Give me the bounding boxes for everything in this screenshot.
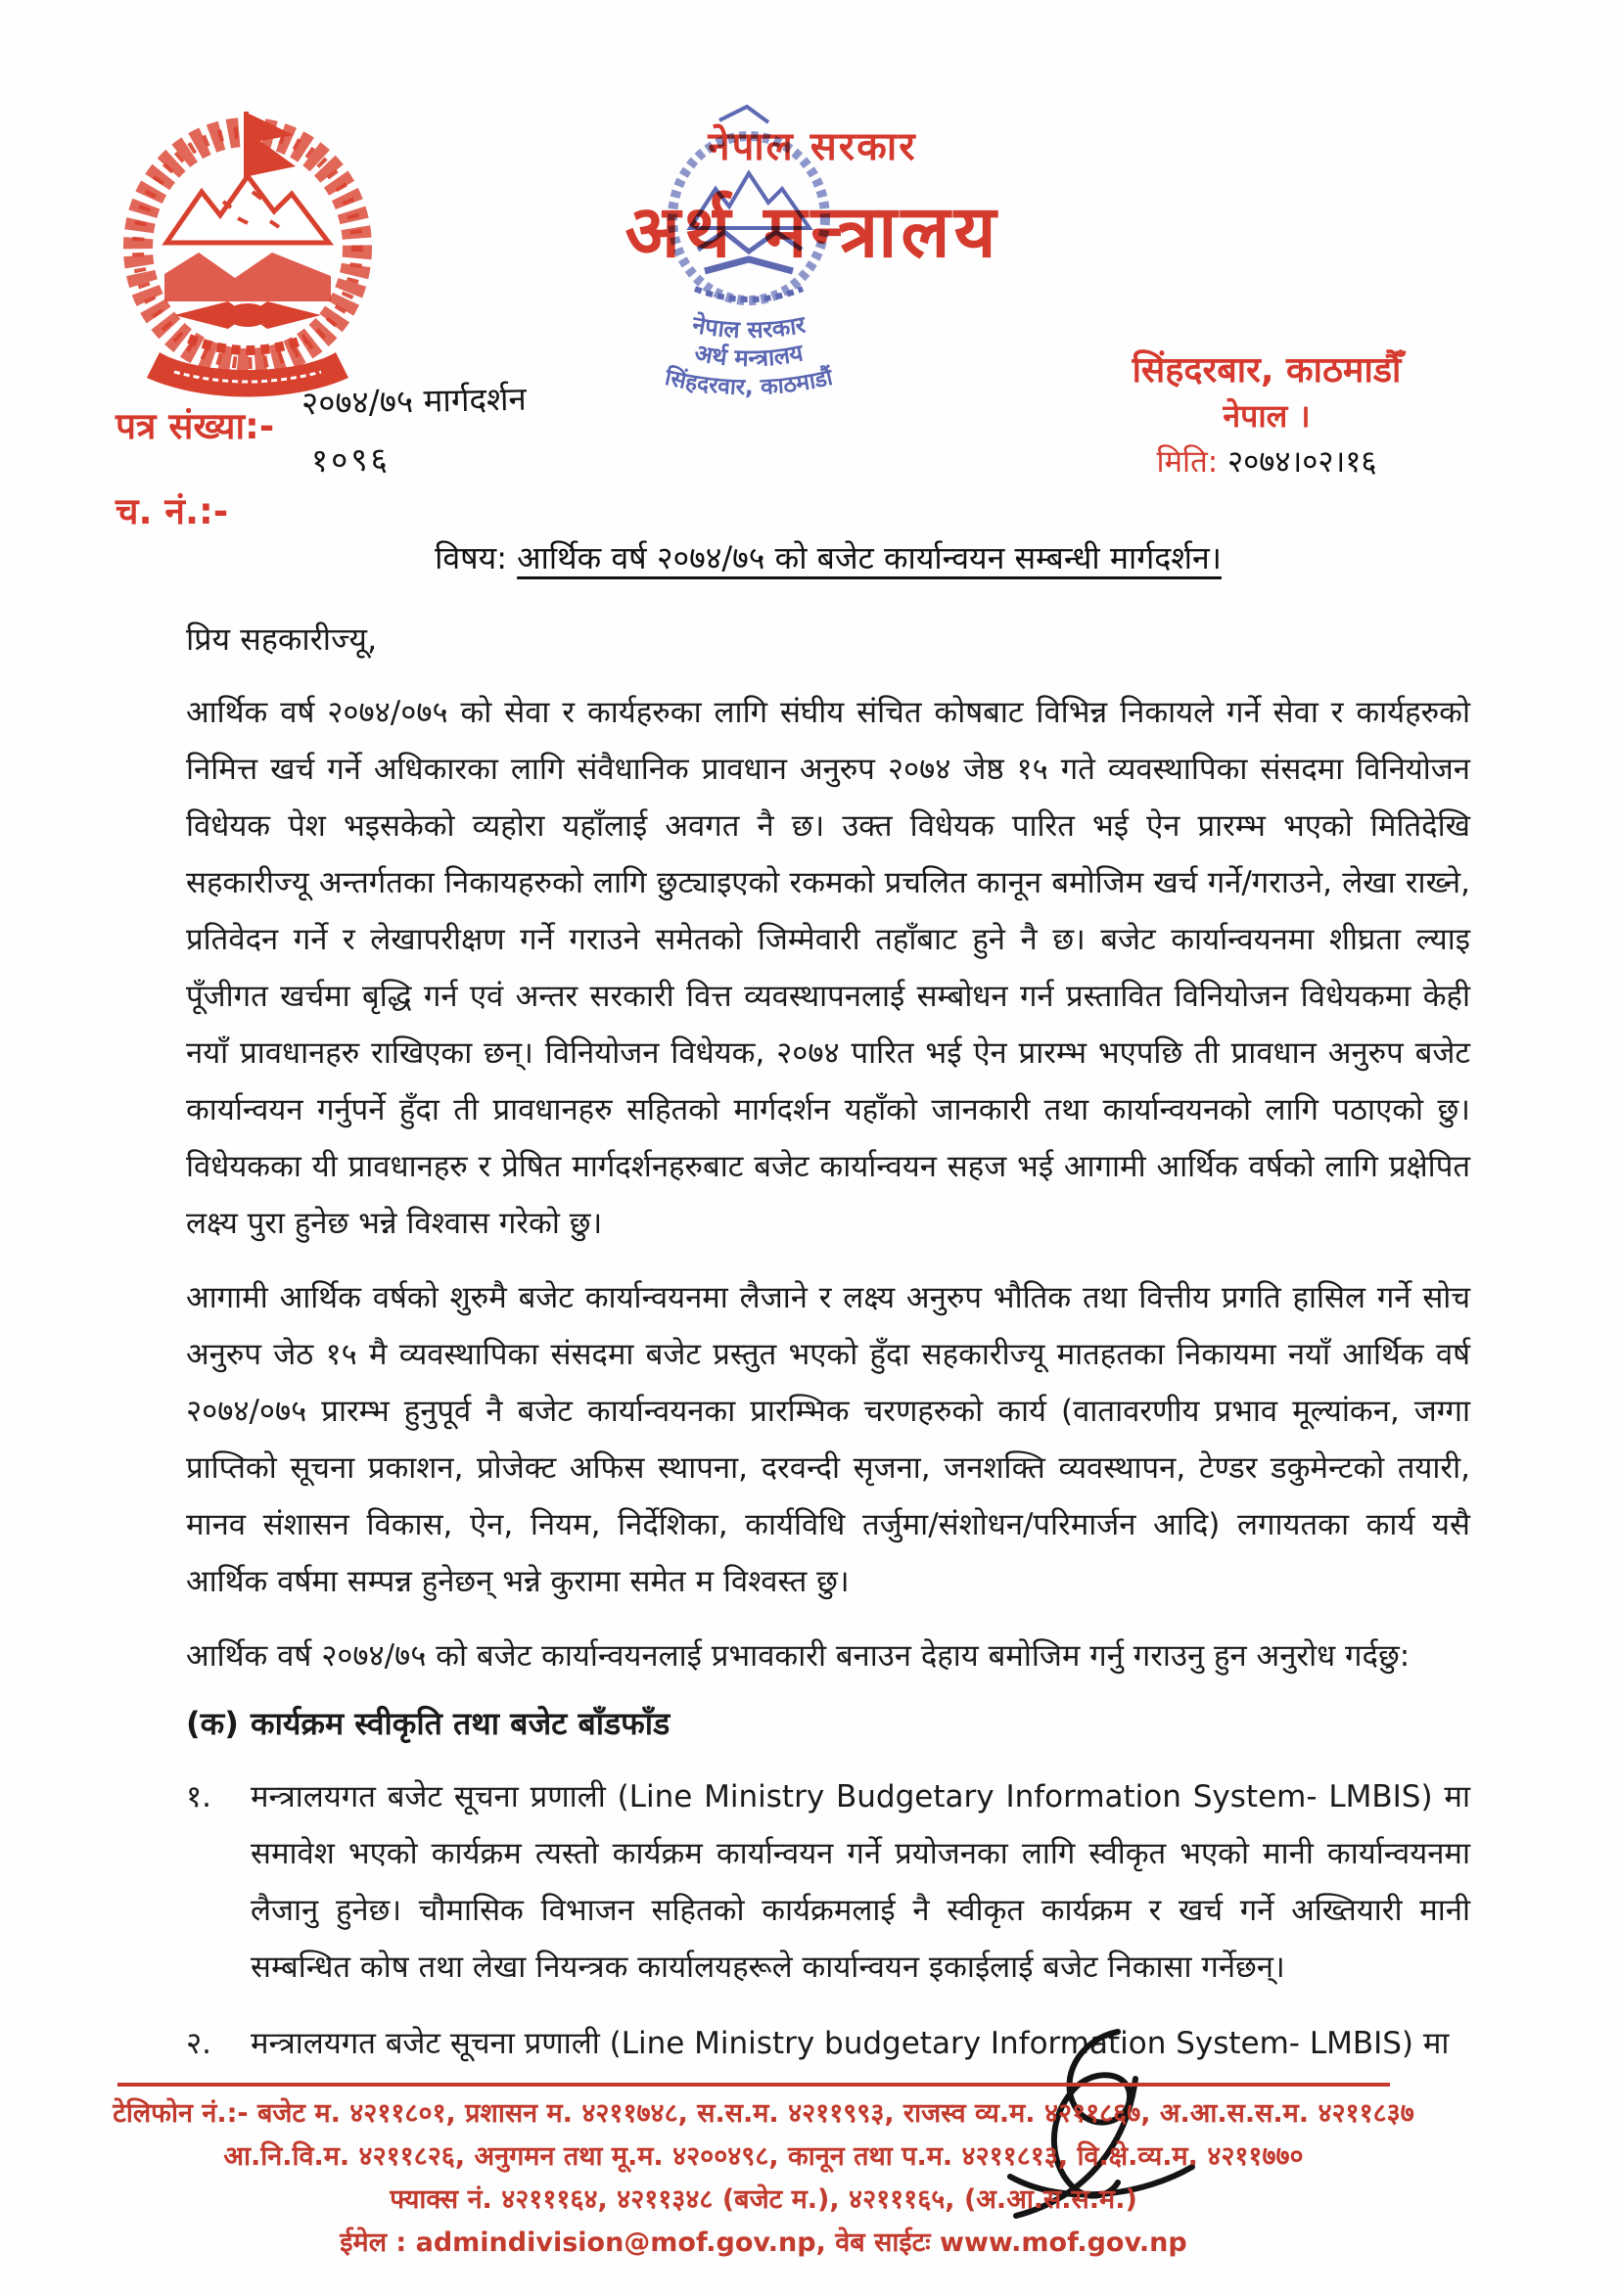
paragraph-2: आगामी आर्थिक वर्षको शुरुमै बजेट कार्यान्वयनमा लैजाने र लक्ष्य अनुरुप भौतिक तथा वित्तीय प्रगति हासिल गर्ने सोच अनुरुप जेठ १५ मै व्यवस्थापिका संसदमा बजेट प्रस्तुत भएको हुँदा सहकारीज्यू मातहतका निकायमा नयाँ आर्थिक वर्ष २०७४/०७५ प्रारम्भ हुनुपूर्व नै बजेट कार्यान्वयनका प्रारम्भिक चरणहरुको कार्य (वातावरणीय प्रभाव मूल्यांकन, जग्गा प्राप्तिको सूचना प्रकाशन, प्रोजेक्ट अफिस स्थापना, दरवन्दी सृजना, जनशक्ति व्यवस्थापन, टेण्डर डकुमेन्टको तयारी, मानव संशासन विकास, ऐन, नियम, निर्देशिका, कार्यविधि तर्जुमा/संशोधन/परिमार्जन आदि) लगायतका कार्य यसै आर्थिक वर्षमा सम्पन्न हुनेछन् भन्ने कुरामा समेत म विश्वस्त छु। [186,1279,1470,1599]
paragraph-1: आर्थिक वर्ष २०७४/०७५ को सेवा र कार्यहरुका लागि संघीय संचित कोषबाट विभिन्न निकायले गर्ने सेवा र कार्यहरुको निमित्त खर्च गर्ने अधिकारका लागि संवैधानिक प्रावधान अनुरुप २०७४ जेष्ठ १५ गते व्यवस्थापिका संसदमा विनियोजन विधेयक पेश भइसकेको व्यहोरा यहाँलाई अवगत नै छ। उक्त विधेयक पारित भई ऐन प्रारम्भ भएको मितिदेखि सहकारीज्यू अन्तर्गतका निकायहरुको लागि छुट्याइएको रकमको प्रचलित कानून बमोजिम खर्च गर्ने/गराउने, लेखा राख्ने, प्रतिवेदन गर्ने र लेखापरीक्षण गर्ने गराउने समेतको जिम्मेवारी तहाँबाट हुने नै छ। बजेट कार्यान्वयनमा शीघ्रता ल्याइ पूँजीगत खर्चमा बृद्धि गर्न एवं अन्तर सरकारी वित्त व्यवस्थापनलाई सम्बोधन गर्न प्रस्तावित विनियोजन विधेयकमा केही नयाँ प्रावधानहरु राखिएका छन्। विनियोजन विधेयक, २०७४ पारित भई ऐन प्रारम्भ भएपछि ती प्रावधान अनुरुप बजेट कार्यान्वयन गर्नुपर्ने हुँदा ती प्रावधानहरु सहितको मार्गदर्शन यहाँको जानकारी तथा कार्यान्वयनको लागि पठाएको छु। विधेयकका यी प्रावधानहरु र प्रेषित मार्गदर्शनहरुबाट बजेट कार्यान्वयन सहज भई आगामी आर्थिक वर्षको लागि प्रक्षेपित लक्ष्य पुरा हुनेछ भन्ने विश्वास गरेको छु। [186,695,1470,1241]
footer [0,2083,1619,2259]
reference-block [116,379,664,534]
footer-contact-lines [78,2093,1449,2259]
handshake-icon [174,301,321,329]
ministry-name: अर्थ मन्त्रालय [624,190,1000,274]
footer-email-website-line: ईमेल : admindivision@mof.gov.np, वेब साईटः www.mof.gov.np [340,2227,1187,2258]
address-line1: सिंहदरबार, काठमाडौँ [1132,350,1402,390]
subject-text: आर्थिक वर्ष २०७४/७५ को बजेट कार्यान्वयन सम्बन्धी मार्गदर्शन। [517,539,1222,576]
date-line [1061,440,1472,482]
section-marker: (क) [186,1705,239,1743]
letter-number-label: पत्र संख्या:- [116,405,275,447]
list-item-2 [186,2016,1470,2073]
date-label: मिति: [1156,444,1219,480]
paragraph-3: आर्थिक वर्ष २०७४/७५ को बजेट कार्यान्वयनलाई प्रभावकारी बनाउन देहाय बमोजिम गर्नु गराउनु हुन अनुरोध गर्दछु: [186,1637,1411,1674]
ministry-stamp-icon [573,103,925,416]
dispatch-number-label: च. नं.:- [116,490,229,532]
salutation: प्रिय सहकारीज्यू, [186,620,378,658]
footer-fax-line: फ्याक्स नं. ४२१११६४, ४२११३४८ (बजेट म.), ४२१११६५, (अ.आ.स.स.म.) [390,2184,1137,2215]
svg-text:अर्थ मन्त्रालय [692,339,806,372]
nepal-coat-of-arms-icon [106,106,390,399]
letter-body [186,536,1470,2092]
footer-department-line: आ.नि.वि.म. ४२११८२६, अनुगमन तथा मू.म. ४२००४९८, कानून तथा प.म. ४२११८१३, वि.क्षे.व्य.म. ४२११७७० [223,2141,1304,2172]
section-heading [186,1702,1470,1744]
subject-line [186,536,1470,578]
footer-telephone-line: टेलिफोन नं.:- बजेट म. ४२११८०१, प्रशासन म. ४२११७४८, स.स.म. ४२११९९३, राजस्व व्य.म. ४२११८६७, अ.आ.स.स.म. ४२११८३७ [113,2098,1414,2129]
subject-label: विषय: [435,539,507,576]
list-item-2-text: मन्त्रालयगत बजेट सूचना प्रणाली (Line Ministry budgetary Information System- LMBIS) मा [251,2026,1450,2062]
letter-number-value: १०९६ [310,439,392,480]
date-value: २०७४।०२।१६ [1227,444,1377,480]
seal-line2: अर्थ मन्त्रालय [692,339,806,373]
list-item-1 [186,1769,1470,1997]
government-name: नेपाल सरकार [708,124,917,169]
section-title: कार्यक्रम स्वीकृति तथा बजेट बाँडफाँड [251,1705,671,1743]
address-line2: नेपाल । [1223,397,1311,435]
seal-line1: नेपाल सरकार [690,310,808,344]
list-item-2-number: २. [186,2026,211,2062]
address-block [1061,344,1472,482]
hills-icon [164,253,331,301]
seal-line3: सिंहदरवार, काठमाडौं [662,364,836,401]
list-item-1-text: मन्त्रालयगत बजेट सूचना प्रणाली (Line Ministry Budgetary Information System- LMBIS) मा समावेश भएको कार्यक्रम त्यस्तो कार्यक्रम कार्यान्वयन गर्ने प्रयोजनका लागि स्वीकृत भएको मानी कार्यान्वयनमा लैजानु हुनेछ। चौमासिक विभाजन सहितको कार्यक्रमलाई नै स्वीकृत कार्यक्रम र खर्च गर्ने अख्तियारी मानी सम्बन्धित कोष तथा लेखा नियन्त्रक कार्यालयहरूले कार्यान्वयन इकाईलाई बजेट निकासा गर्नेछन्। [251,1779,1470,1986]
footer-divider [117,2083,1390,2087]
list-item-1-number: १. [186,1779,211,1815]
svg-text:नेपाल सरकार [689,310,809,344]
mountain-icon [166,176,329,243]
letter-number-handwritten: २०७४/७५ मार्गदर्शन [301,379,528,423]
